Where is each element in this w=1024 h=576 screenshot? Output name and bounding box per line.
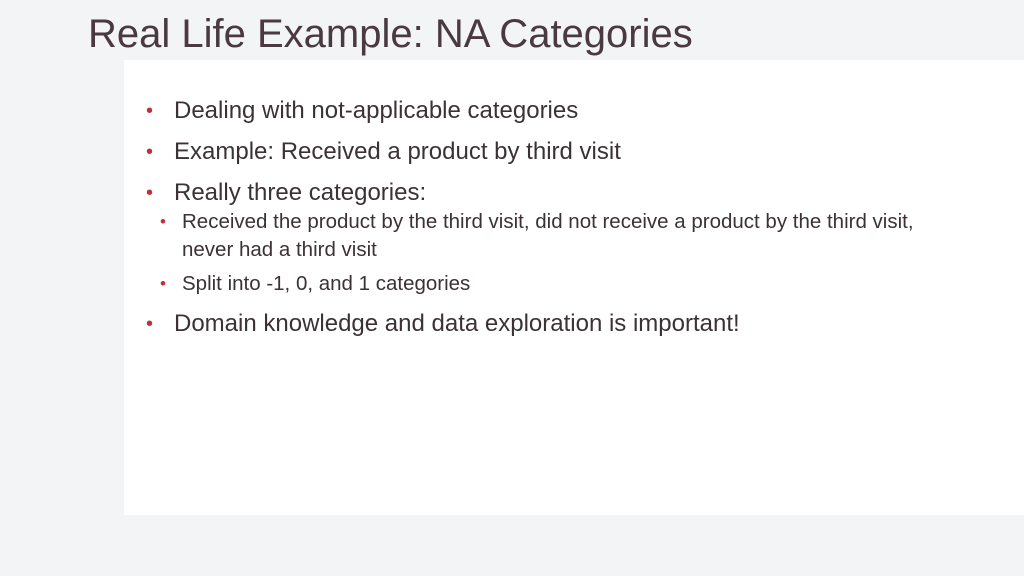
sub-bullet-container bbox=[144, 208, 944, 298]
bullet-item: • Dealing with not-applicable categories bbox=[144, 96, 944, 126]
sub-bullet-item: • Received the product by the third visit, did not receive a product by the third visit, never had a third visit bbox=[144, 208, 922, 264]
bullet-list bbox=[144, 96, 944, 350]
sub-bullet-list bbox=[144, 208, 944, 298]
bullet-item: • Domain knowledge and data exploration is important! bbox=[144, 309, 944, 339]
content-panel bbox=[124, 60, 1024, 515]
sub-bullet-item: • Split into -1, 0, and 1 categories bbox=[144, 270, 922, 298]
bullet-text: Really three categories: bbox=[174, 179, 427, 206]
slide-title: Real Life Example: NA Categories bbox=[88, 12, 693, 56]
bullet-item: • Example: Received a product by third visit bbox=[144, 137, 944, 167]
bullet-item bbox=[144, 178, 944, 208]
